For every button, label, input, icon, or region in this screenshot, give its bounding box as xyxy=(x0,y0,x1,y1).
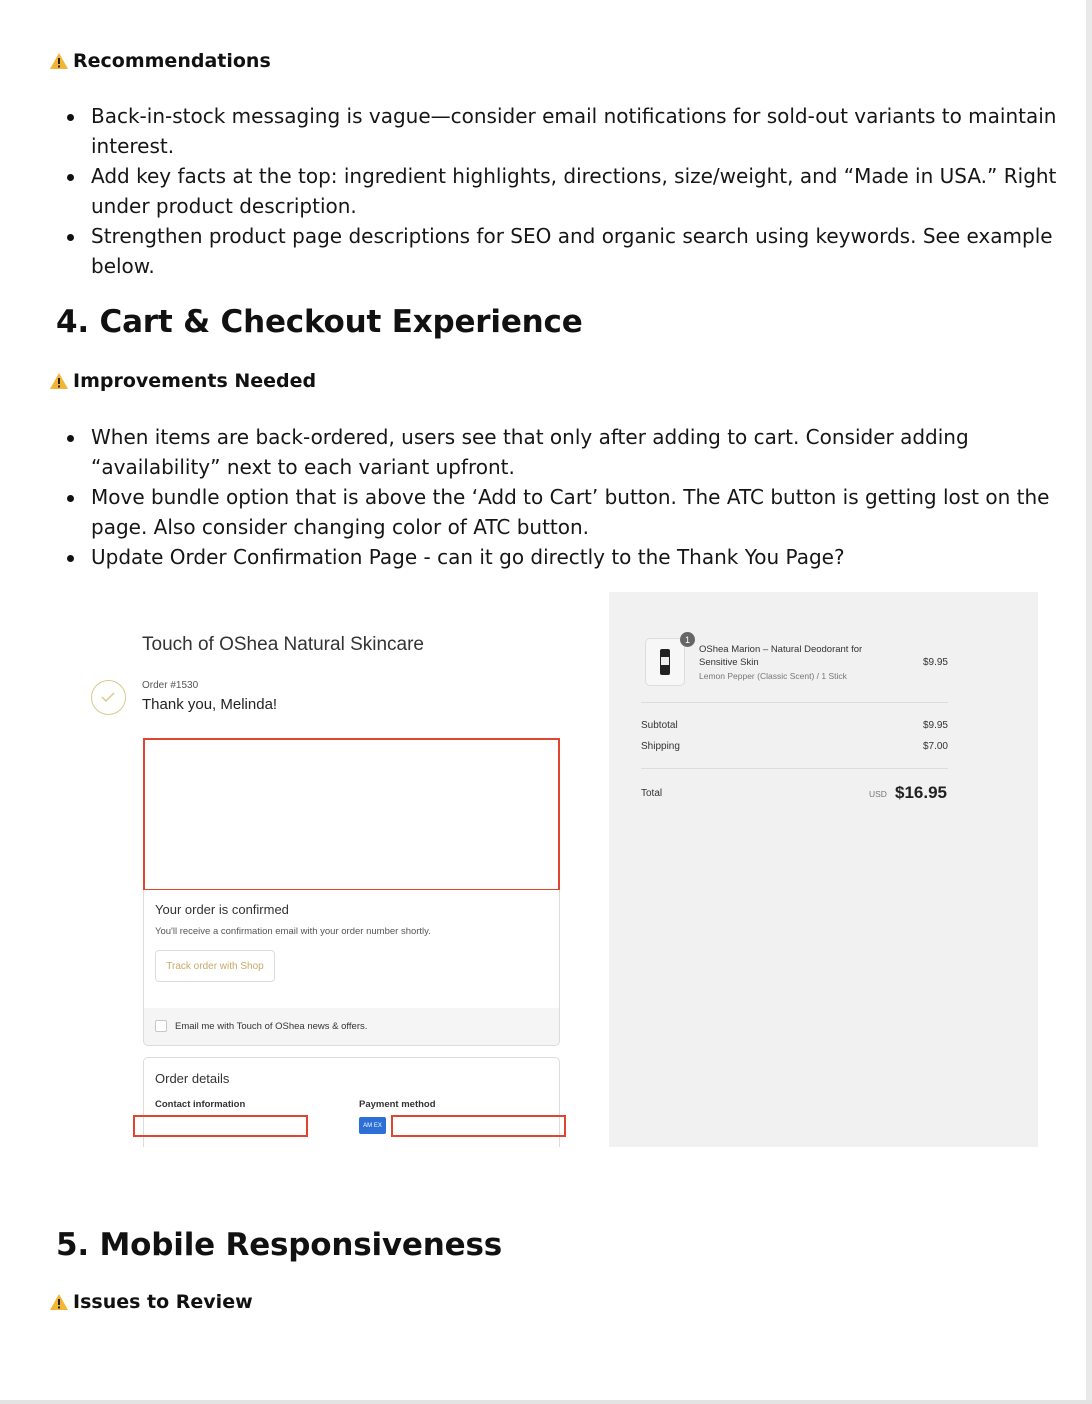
store-name: Touch of OShea Natural Skincare xyxy=(142,634,424,655)
improvements-list xyxy=(64,422,1064,572)
product-name-line2: Sensitive Skin xyxy=(699,657,759,668)
recommendations-heading-text: Recommendations xyxy=(73,50,271,72)
issues-heading-text: Issues to Review xyxy=(73,1291,253,1313)
improvements-heading-text: Improvements Needed xyxy=(73,370,317,392)
product-price: $9.95 xyxy=(922,657,948,668)
shipping-label: Shipping xyxy=(641,741,680,752)
order-number: Order #1530 xyxy=(142,680,199,691)
order-details-title: Order details xyxy=(155,1071,230,1086)
section-5-title: 5. Mobile Responsiveness xyxy=(56,1227,502,1263)
warning-icon xyxy=(49,52,69,70)
list-item: Strengthen product page descriptions for SEO and organic search using keywords. See example below. xyxy=(64,221,1064,281)
checkmark-icon xyxy=(91,680,126,715)
redacted-payment-box xyxy=(391,1115,566,1137)
list-item: When items are back-ordered, users see that only after adding to cart. Consider adding “availability” next to each variant upfront. xyxy=(64,422,1064,482)
warning-icon xyxy=(49,372,69,390)
total-value: $16.95 xyxy=(895,783,947,802)
issues-heading xyxy=(49,1291,253,1313)
summary-divider xyxy=(641,702,948,703)
deodorant-label-image xyxy=(661,657,669,665)
product-variant: Lemon Pepper (Classic Scent) / 1 Stick xyxy=(699,671,847,681)
improvements-heading xyxy=(49,370,316,392)
subtotal-label: Subtotal xyxy=(641,720,678,731)
redacted-map-box xyxy=(143,738,560,891)
list-item: Back-in-stock messaging is vague—consider email notifications for sold-out variants to maintain interest. xyxy=(64,101,1064,161)
order-confirmed-text: You'll receive a confirmation email with your order number shortly. xyxy=(155,926,431,937)
summary-divider xyxy=(641,768,948,769)
list-item: Move bundle option that is above the ‘Add to Cart’ button. The ATC button is getting lost on the page. Also consider changing color of ATC button. xyxy=(64,482,1064,542)
email-opt-in-label: Email me with Touch of OShea news & offers. xyxy=(175,1021,368,1032)
quantity-badge: 1 xyxy=(680,632,695,647)
product-name-line1: OShea Marion – Natural Deodorant for xyxy=(699,644,863,655)
shipping-value: $7.00 xyxy=(922,741,948,752)
subtotal-value: $9.95 xyxy=(922,720,948,731)
page-bottom-edge xyxy=(0,1400,1092,1404)
track-order-button[interactable]: Track order with Shop xyxy=(155,950,275,982)
credit-card-icon: AM EX xyxy=(359,1117,386,1134)
list-item: Update Order Confirmation Page - can it go directly to the Thank You Page? xyxy=(64,542,1064,572)
currency-code: USD xyxy=(869,789,887,799)
warning-icon xyxy=(49,1293,69,1311)
section-4-title: 4. Cart & Checkout Experience xyxy=(56,304,583,340)
total-label: Total xyxy=(641,788,663,799)
email-opt-in-checkbox[interactable] xyxy=(155,1020,167,1032)
list-item: Add key facts at the top: ingredient highlights, directions, size/weight, and “Made in USA.” Right under product description. xyxy=(64,161,1064,221)
contact-info-label: Contact information xyxy=(155,1099,246,1110)
order-confirmed-title: Your order is confirmed xyxy=(155,902,289,917)
recommendations-heading xyxy=(49,50,271,72)
recommendations-list xyxy=(64,101,1064,281)
thank-you-message: Thank you, Melinda! xyxy=(142,696,278,713)
page-right-edge xyxy=(1086,0,1092,1404)
payment-method-label: Payment method xyxy=(359,1099,436,1110)
redacted-contact-box xyxy=(133,1115,308,1137)
